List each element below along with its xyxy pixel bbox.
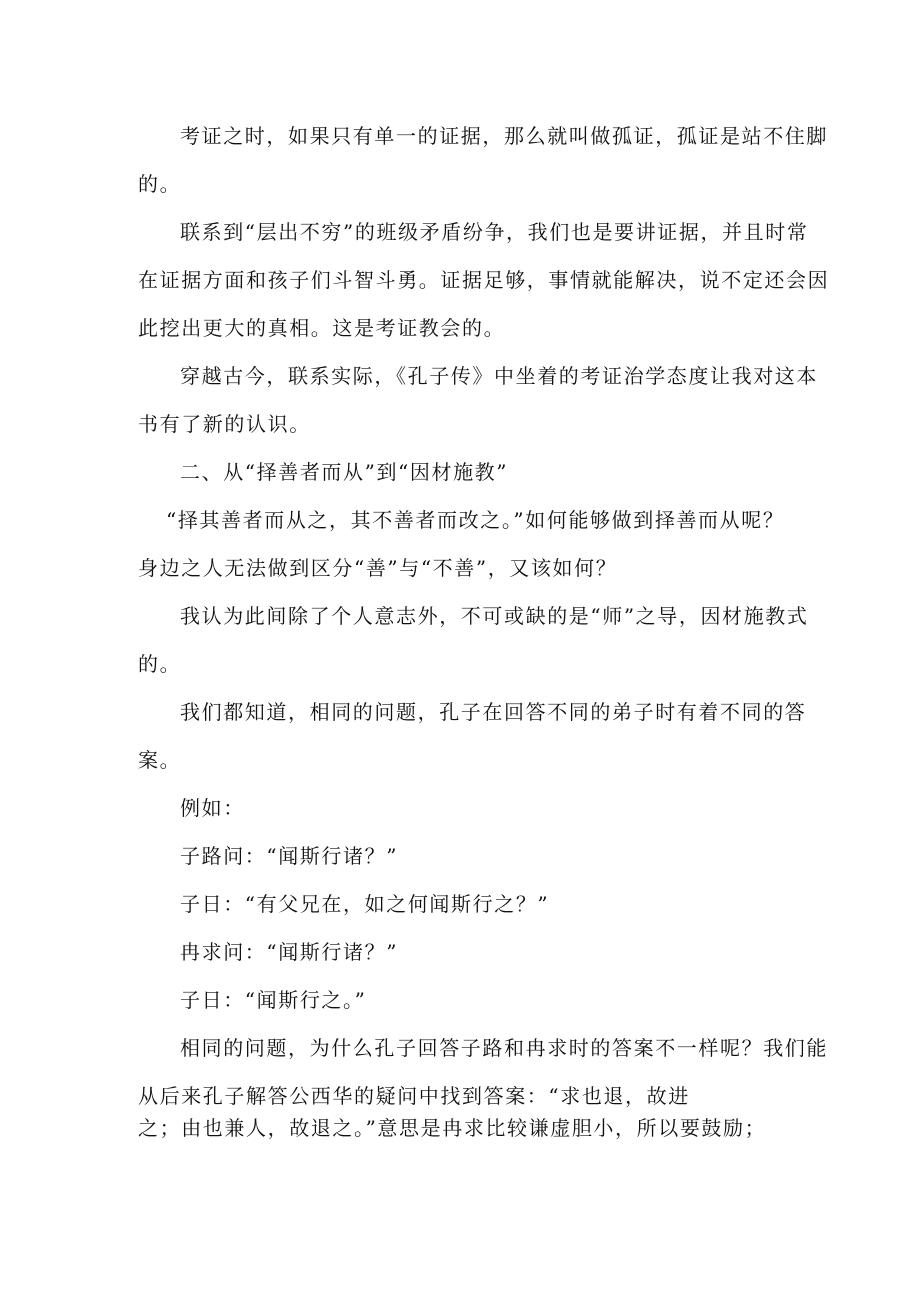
paragraph-line: 书有了新的认识。: [138, 412, 311, 436]
dialogue-line: 冉求问：“闻斯行诸？”: [180, 940, 399, 964]
paragraph-line: 的。: [138, 172, 182, 196]
paragraph-line: 我们都知道，相同的问题，孔子在回答不同的弟子时有着不同的答: [180, 700, 807, 724]
paragraph-line: 案。: [138, 748, 182, 772]
paragraph-line: 从后来孔子解答公西华的疑问中找到答案：“求也退，故进: [138, 1084, 690, 1108]
paragraph-line: “择其善者而从之，其不善者而改之。”如何能够做到择善而从呢？: [166, 508, 785, 532]
paragraph-line: 考证之时，如果只有单一的证据，那么就叫做孤证，孤证是站不住脚: [180, 124, 828, 148]
paragraph-line: 在证据方面和孩子们斗智斗勇。证据足够，事情就能解决，说不定还会因: [138, 268, 830, 292]
dialogue-line: 子路问：“闻斯行诸？”: [180, 844, 399, 868]
paragraph-line: 之；由也兼人，故退之。”意思是冉求比较谦虚胆小，所以要鼓励；: [138, 1116, 767, 1140]
paragraph-line: 相同的问题，为什么孔子回答子路和冉求时的答案不一样呢？我们能: [180, 1036, 828, 1060]
paragraph-line: 例如：: [180, 796, 245, 820]
paragraph-line: 联系到“层出不穷”的班级矛盾纷争，我们也是要讲证据，并且时常: [180, 220, 809, 244]
paragraph-line: 的。: [138, 652, 182, 676]
dialogue-line: 子日：“闻斯行之。”: [180, 988, 367, 1012]
dialogue-line: 子日：“有父兄在，如之何闻斯行之？”: [180, 892, 550, 916]
paragraph-line: 我认为此间除了个人意志外，不可或缺的是“师”之导，因材施教式: [180, 604, 809, 628]
paragraph-line: 身边之人无法做到区分“善”与“不善”，又该如何？: [138, 556, 618, 580]
section-heading: 二、从“择善者而从”到“因材施教”: [180, 460, 509, 484]
paragraph-line: 此挖出更大的真相。这是考证教会的。: [138, 316, 506, 340]
paragraph-line: 穿越古今，联系实际，《孔子传》中坐着的考证治学态度让我对这本: [180, 364, 818, 388]
